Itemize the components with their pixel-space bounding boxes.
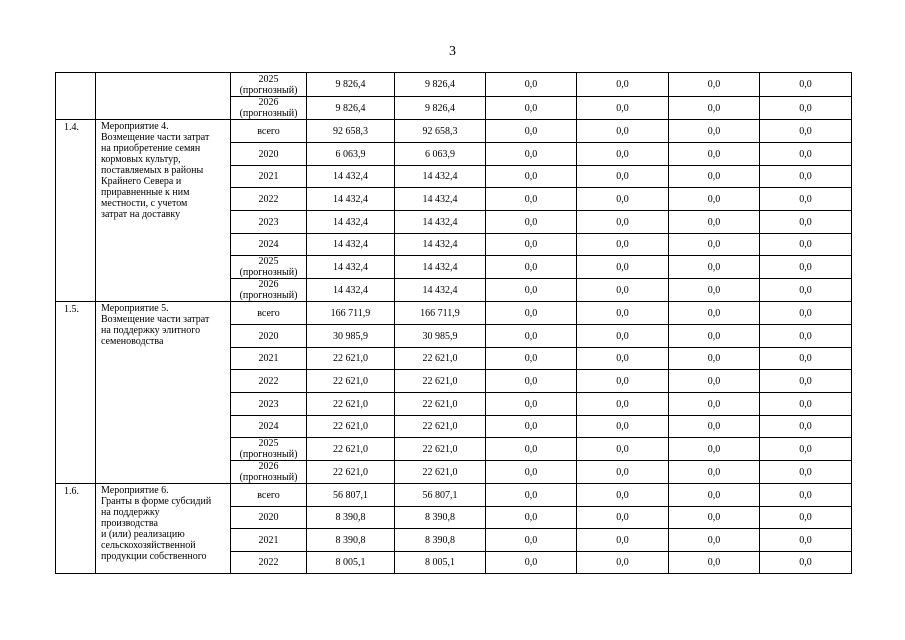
value-cell: 9 826,4 bbox=[307, 97, 395, 120]
value-cell: 92 658,3 bbox=[307, 120, 395, 143]
value-cell: 8 390,8 bbox=[307, 529, 395, 552]
value-cell: 0,0 bbox=[669, 370, 760, 393]
value-cell: 0,0 bbox=[760, 256, 852, 279]
value-cell: 8 390,8 bbox=[395, 507, 486, 529]
year-cell: 2020 bbox=[231, 143, 307, 166]
value-cell: 0,0 bbox=[669, 302, 760, 325]
value-cell: 22 621,0 bbox=[395, 416, 486, 438]
year-cell: 2025 (прогнозный) bbox=[231, 73, 307, 97]
value-cell: 0,0 bbox=[760, 370, 852, 393]
value-cell: 0,0 bbox=[577, 188, 669, 211]
value-cell: 0,0 bbox=[669, 461, 760, 484]
value-cell: 14 432,4 bbox=[395, 234, 486, 256]
value-cell: 0,0 bbox=[486, 97, 577, 120]
value-cell: 0,0 bbox=[760, 529, 852, 552]
value-cell: 56 807,1 bbox=[307, 484, 395, 507]
value-cell: 0,0 bbox=[669, 552, 760, 574]
value-cell: 0,0 bbox=[577, 416, 669, 438]
value-cell: 0,0 bbox=[486, 234, 577, 256]
value-cell: 0,0 bbox=[577, 507, 669, 529]
value-cell: 8 005,1 bbox=[395, 552, 486, 574]
value-cell: 8 390,8 bbox=[307, 507, 395, 529]
value-cell: 0,0 bbox=[760, 188, 852, 211]
year-cell: всего bbox=[231, 120, 307, 143]
value-cell: 0,0 bbox=[486, 211, 577, 234]
value-cell: 9 826,4 bbox=[395, 73, 486, 97]
year-cell: 2021 bbox=[231, 166, 307, 188]
value-cell: 0,0 bbox=[577, 256, 669, 279]
value-cell: 0,0 bbox=[760, 552, 852, 574]
value-cell: 0,0 bbox=[486, 461, 577, 484]
value-cell: 0,0 bbox=[760, 507, 852, 529]
measure-description: Гранты в форме субсидий на поддержку производства и (или) реализацию сельскохозяйственной продукции собственного bbox=[101, 496, 212, 562]
value-cell: 0,0 bbox=[669, 120, 760, 143]
measure-number: 1.5. bbox=[56, 302, 96, 484]
year-cell: 2022 bbox=[231, 370, 307, 393]
value-cell: 6 063,9 bbox=[395, 143, 486, 166]
value-cell: 0,0 bbox=[760, 325, 852, 348]
value-cell: 0,0 bbox=[760, 416, 852, 438]
year-cell: 2023 bbox=[231, 393, 307, 416]
value-cell: 0,0 bbox=[760, 166, 852, 188]
budget-table bbox=[55, 72, 852, 574]
value-cell: 22 621,0 bbox=[307, 393, 395, 416]
year-cell: 2026 (прогнозный) bbox=[231, 279, 307, 302]
value-cell: 0,0 bbox=[577, 370, 669, 393]
value-cell: 0,0 bbox=[486, 393, 577, 416]
measure-name bbox=[96, 302, 231, 484]
value-cell: 0,0 bbox=[760, 461, 852, 484]
value-cell: 0,0 bbox=[760, 73, 852, 97]
value-cell: 8 390,8 bbox=[395, 529, 486, 552]
value-cell: 0,0 bbox=[486, 348, 577, 370]
value-cell: 56 807,1 bbox=[395, 484, 486, 507]
value-cell: 166 711,9 bbox=[307, 302, 395, 325]
value-cell: 22 621,0 bbox=[395, 370, 486, 393]
value-cell: 0,0 bbox=[577, 529, 669, 552]
year-cell: 2024 bbox=[231, 416, 307, 438]
year-cell: 2026 (прогнозный) bbox=[231, 461, 307, 484]
value-cell: 0,0 bbox=[577, 438, 669, 461]
value-cell: 0,0 bbox=[760, 484, 852, 507]
value-cell: 166 711,9 bbox=[395, 302, 486, 325]
value-cell: 0,0 bbox=[577, 73, 669, 97]
value-cell: 14 432,4 bbox=[395, 166, 486, 188]
value-cell: 0,0 bbox=[577, 348, 669, 370]
value-cell: 0,0 bbox=[577, 461, 669, 484]
value-cell: 22 621,0 bbox=[395, 461, 486, 484]
measure-name bbox=[96, 120, 231, 302]
year-cell: всего bbox=[231, 484, 307, 507]
value-cell: 0,0 bbox=[760, 143, 852, 166]
measure-name bbox=[96, 73, 231, 120]
value-cell: 0,0 bbox=[577, 211, 669, 234]
measure-number: 1.4. bbox=[56, 120, 96, 302]
value-cell: 0,0 bbox=[669, 256, 760, 279]
table-row bbox=[56, 73, 852, 97]
value-cell: 0,0 bbox=[577, 166, 669, 188]
value-cell: 9 826,4 bbox=[395, 97, 486, 120]
value-cell: 0,0 bbox=[577, 143, 669, 166]
value-cell: 0,0 bbox=[669, 73, 760, 97]
value-cell: 0,0 bbox=[760, 234, 852, 256]
value-cell: 0,0 bbox=[669, 484, 760, 507]
value-cell: 22 621,0 bbox=[307, 416, 395, 438]
year-cell: 2024 bbox=[231, 234, 307, 256]
value-cell: 22 621,0 bbox=[307, 370, 395, 393]
value-cell: 0,0 bbox=[486, 279, 577, 302]
value-cell: 14 432,4 bbox=[307, 188, 395, 211]
value-cell: 0,0 bbox=[669, 325, 760, 348]
year-cell: 2021 bbox=[231, 529, 307, 552]
value-cell: 0,0 bbox=[760, 279, 852, 302]
value-cell: 0,0 bbox=[669, 279, 760, 302]
value-cell: 0,0 bbox=[669, 188, 760, 211]
value-cell: 0,0 bbox=[486, 188, 577, 211]
value-cell: 22 621,0 bbox=[307, 461, 395, 484]
value-cell: 0,0 bbox=[669, 529, 760, 552]
year-cell: 2022 bbox=[231, 552, 307, 574]
value-cell: 0,0 bbox=[669, 438, 760, 461]
value-cell: 0,0 bbox=[486, 166, 577, 188]
measure-title: Мероприятие 6. bbox=[101, 485, 169, 496]
value-cell: 0,0 bbox=[577, 302, 669, 325]
measure-number bbox=[56, 73, 96, 120]
value-cell: 0,0 bbox=[760, 393, 852, 416]
value-cell: 0,0 bbox=[577, 484, 669, 507]
value-cell: 6 063,9 bbox=[307, 143, 395, 166]
value-cell: 14 432,4 bbox=[307, 279, 395, 302]
value-cell: 0,0 bbox=[669, 348, 760, 370]
year-cell: 2022 bbox=[231, 188, 307, 211]
value-cell: 0,0 bbox=[669, 97, 760, 120]
measure-number: 1.6. bbox=[56, 484, 96, 574]
value-cell: 22 621,0 bbox=[395, 393, 486, 416]
value-cell: 14 432,4 bbox=[307, 166, 395, 188]
value-cell: 92 658,3 bbox=[395, 120, 486, 143]
measure-description: Возмещение части затрат на приобретение семян кормовых культур, поставляемых в районы Крайнего Севера и приравненные к ним местности, с учетом затрат на доставку bbox=[101, 132, 210, 220]
value-cell: 0,0 bbox=[669, 507, 760, 529]
value-cell: 14 432,4 bbox=[395, 211, 486, 234]
value-cell: 0,0 bbox=[577, 120, 669, 143]
value-cell: 0,0 bbox=[486, 73, 577, 97]
value-cell: 0,0 bbox=[486, 507, 577, 529]
value-cell: 14 432,4 bbox=[395, 256, 486, 279]
value-cell: 0,0 bbox=[669, 393, 760, 416]
value-cell: 0,0 bbox=[486, 302, 577, 325]
value-cell: 22 621,0 bbox=[395, 438, 486, 461]
table-body bbox=[56, 73, 852, 574]
value-cell: 0,0 bbox=[486, 325, 577, 348]
value-cell: 0,0 bbox=[760, 211, 852, 234]
value-cell: 8 005,1 bbox=[307, 552, 395, 574]
value-cell: 0,0 bbox=[760, 438, 852, 461]
value-cell: 0,0 bbox=[760, 302, 852, 325]
table-row bbox=[56, 302, 852, 325]
value-cell: 14 432,4 bbox=[307, 256, 395, 279]
value-cell: 14 432,4 bbox=[307, 211, 395, 234]
measure-name bbox=[96, 484, 231, 574]
year-cell: 2025 (прогнозный) bbox=[231, 256, 307, 279]
value-cell: 0,0 bbox=[577, 97, 669, 120]
value-cell: 14 432,4 bbox=[307, 234, 395, 256]
measure-title: Мероприятие 5. bbox=[101, 303, 169, 314]
year-cell: 2020 bbox=[231, 325, 307, 348]
value-cell: 0,0 bbox=[486, 143, 577, 166]
year-cell: 2023 bbox=[231, 211, 307, 234]
year-cell: 2021 bbox=[231, 348, 307, 370]
value-cell: 30 985,9 bbox=[395, 325, 486, 348]
value-cell: 0,0 bbox=[577, 393, 669, 416]
value-cell: 22 621,0 bbox=[395, 348, 486, 370]
value-cell: 0,0 bbox=[577, 552, 669, 574]
page-number: 3 bbox=[449, 44, 456, 59]
value-cell: 0,0 bbox=[760, 97, 852, 120]
value-cell: 22 621,0 bbox=[307, 348, 395, 370]
value-cell: 0,0 bbox=[577, 279, 669, 302]
value-cell: 0,0 bbox=[669, 143, 760, 166]
value-cell: 9 826,4 bbox=[307, 73, 395, 97]
value-cell: 0,0 bbox=[669, 166, 760, 188]
value-cell: 0,0 bbox=[486, 120, 577, 143]
value-cell: 0,0 bbox=[577, 234, 669, 256]
value-cell: 30 985,9 bbox=[307, 325, 395, 348]
value-cell: 0,0 bbox=[669, 211, 760, 234]
value-cell: 22 621,0 bbox=[307, 438, 395, 461]
value-cell: 0,0 bbox=[486, 370, 577, 393]
value-cell: 14 432,4 bbox=[395, 188, 486, 211]
year-cell: 2020 bbox=[231, 507, 307, 529]
value-cell: 0,0 bbox=[669, 416, 760, 438]
year-cell: всего bbox=[231, 302, 307, 325]
value-cell: 0,0 bbox=[486, 256, 577, 279]
table-row bbox=[56, 484, 852, 507]
table-row bbox=[56, 120, 852, 143]
value-cell: 0,0 bbox=[486, 416, 577, 438]
value-cell: 0,0 bbox=[486, 438, 577, 461]
value-cell: 0,0 bbox=[486, 484, 577, 507]
value-cell: 0,0 bbox=[577, 325, 669, 348]
value-cell: 0,0 bbox=[486, 529, 577, 552]
value-cell: 14 432,4 bbox=[395, 279, 486, 302]
measure-title: Мероприятие 4. bbox=[101, 121, 169, 132]
value-cell: 0,0 bbox=[760, 120, 852, 143]
value-cell: 0,0 bbox=[669, 234, 760, 256]
year-cell: 2025 (прогнозный) bbox=[231, 438, 307, 461]
value-cell: 0,0 bbox=[760, 348, 852, 370]
measure-description: Возмещение части затрат на поддержку элитного семеноводства bbox=[101, 314, 210, 347]
year-cell: 2026 (прогнозный) bbox=[231, 97, 307, 120]
value-cell: 0,0 bbox=[486, 552, 577, 574]
